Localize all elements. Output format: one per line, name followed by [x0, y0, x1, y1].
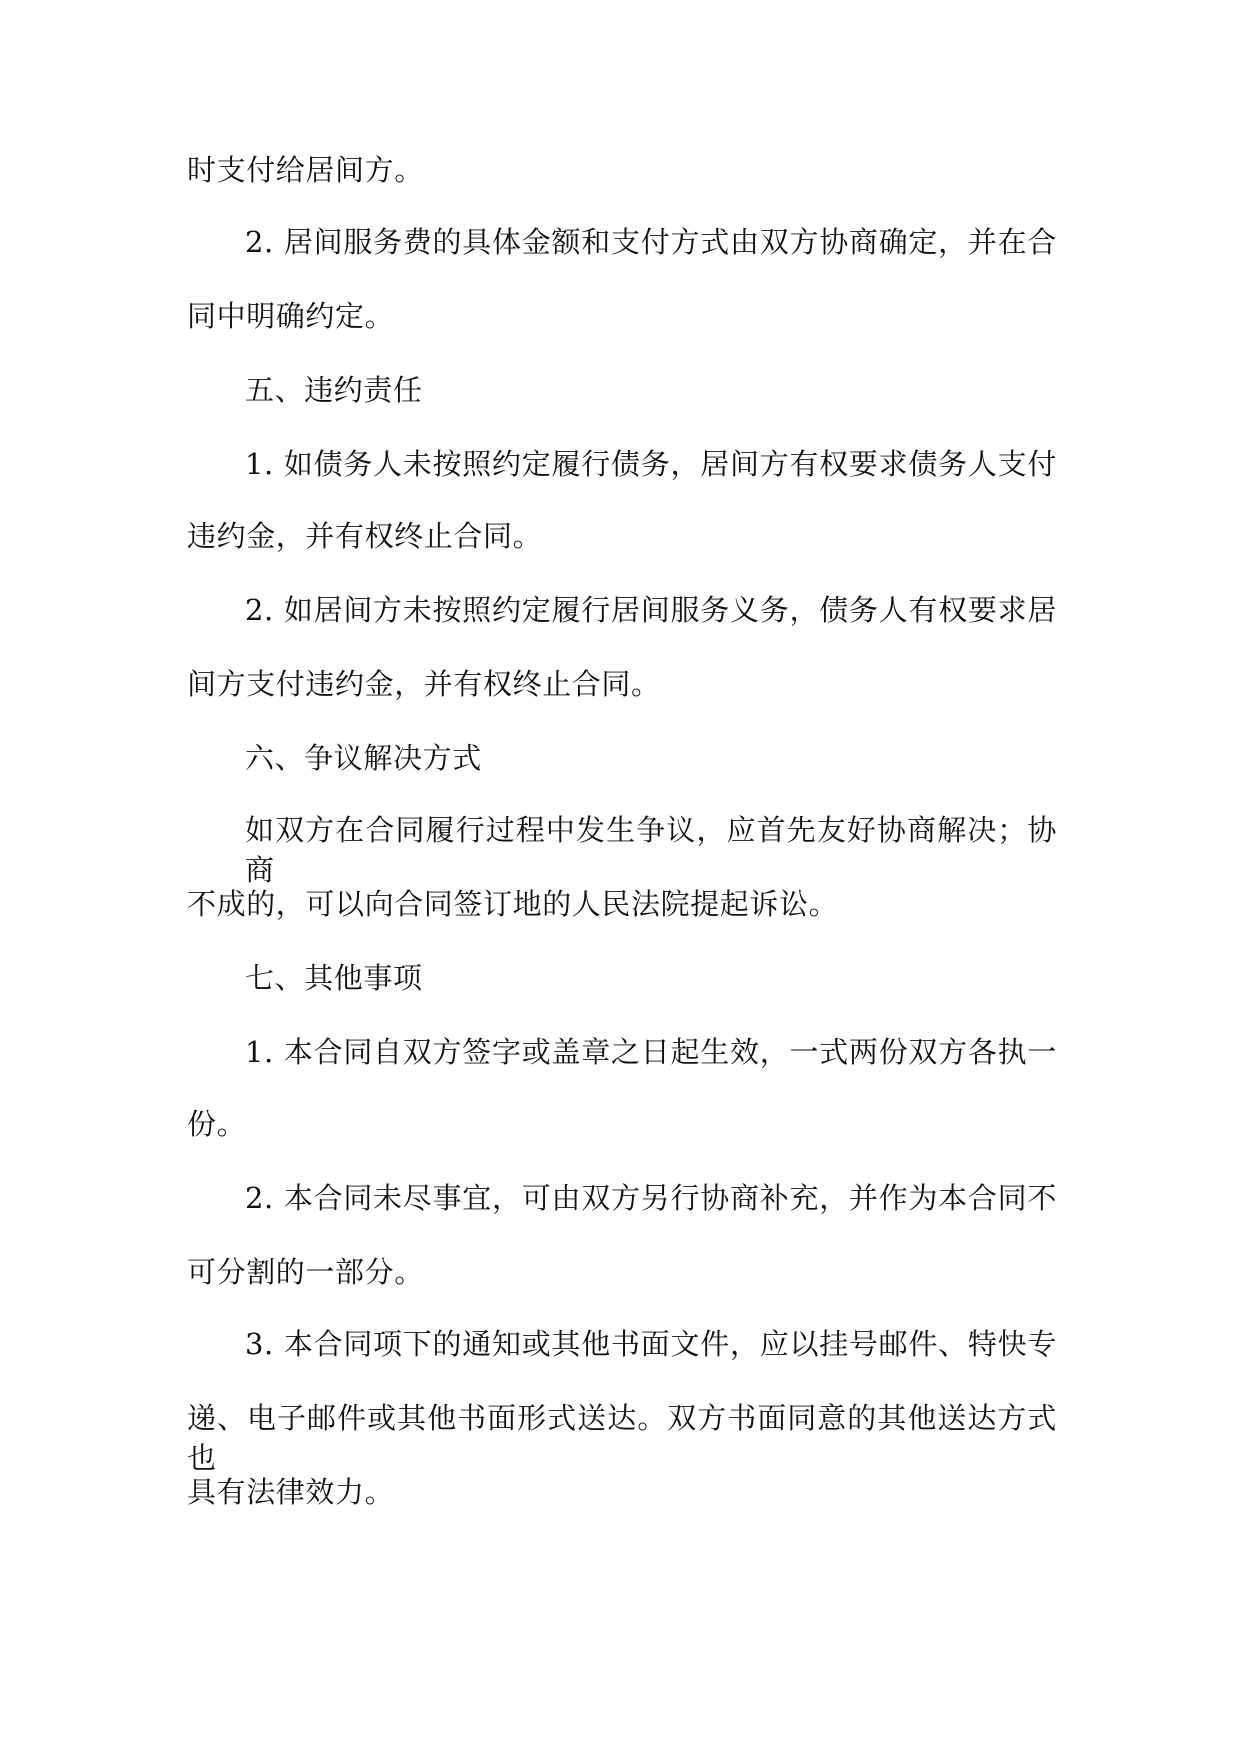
text-line: 递、电子邮件或其他书面形式送达。双方书面同意的其他送达方式也	[187, 1401, 1057, 1475]
text-line: 2. 本合同未尽事宜，可由双方另行协商补充，并作为本合同不	[245, 1181, 1057, 1215]
section-heading: 六、争议解决方式	[245, 741, 482, 775]
text-line: 2. 如居间方未按照约定履行居间服务义务，债务人有权要求居	[245, 593, 1057, 627]
text-line: 可分割的一部分。	[187, 1255, 424, 1289]
text-line: 2. 居间服务费的具体金额和支付方式由双方协商确定，并在合	[245, 225, 1057, 259]
text-line: 间方支付违约金，并有权终止合同。	[187, 667, 661, 701]
text-line: 3. 本合同项下的通知或其他书面文件，应以挂号邮件、特快专	[245, 1327, 1057, 1361]
text-line: 1. 本合同自双方签字或盖章之日起生效，一式两份双方各执一	[245, 1035, 1057, 1069]
text-line: 违约金，并有权终止合同。	[187, 519, 543, 553]
text-line: 1. 如债务人未按照约定履行债务，居间方有权要求债务人支付	[245, 447, 1057, 481]
text-line: 份。	[187, 1107, 247, 1141]
text-line: 同中明确约定。	[187, 299, 395, 333]
text-line: 时支付给居间方。	[187, 153, 424, 187]
section-heading: 七、其他事项	[245, 961, 423, 995]
text-line: 不成的，可以向合同签订地的人民法院提起诉讼。	[187, 887, 839, 921]
text-line: 如双方在合同履行过程中发生争议，应首先友好协商解决；协商	[245, 813, 1057, 887]
text-line: 具有法律效力。	[187, 1475, 395, 1509]
section-heading: 五、违约责任	[245, 373, 423, 407]
